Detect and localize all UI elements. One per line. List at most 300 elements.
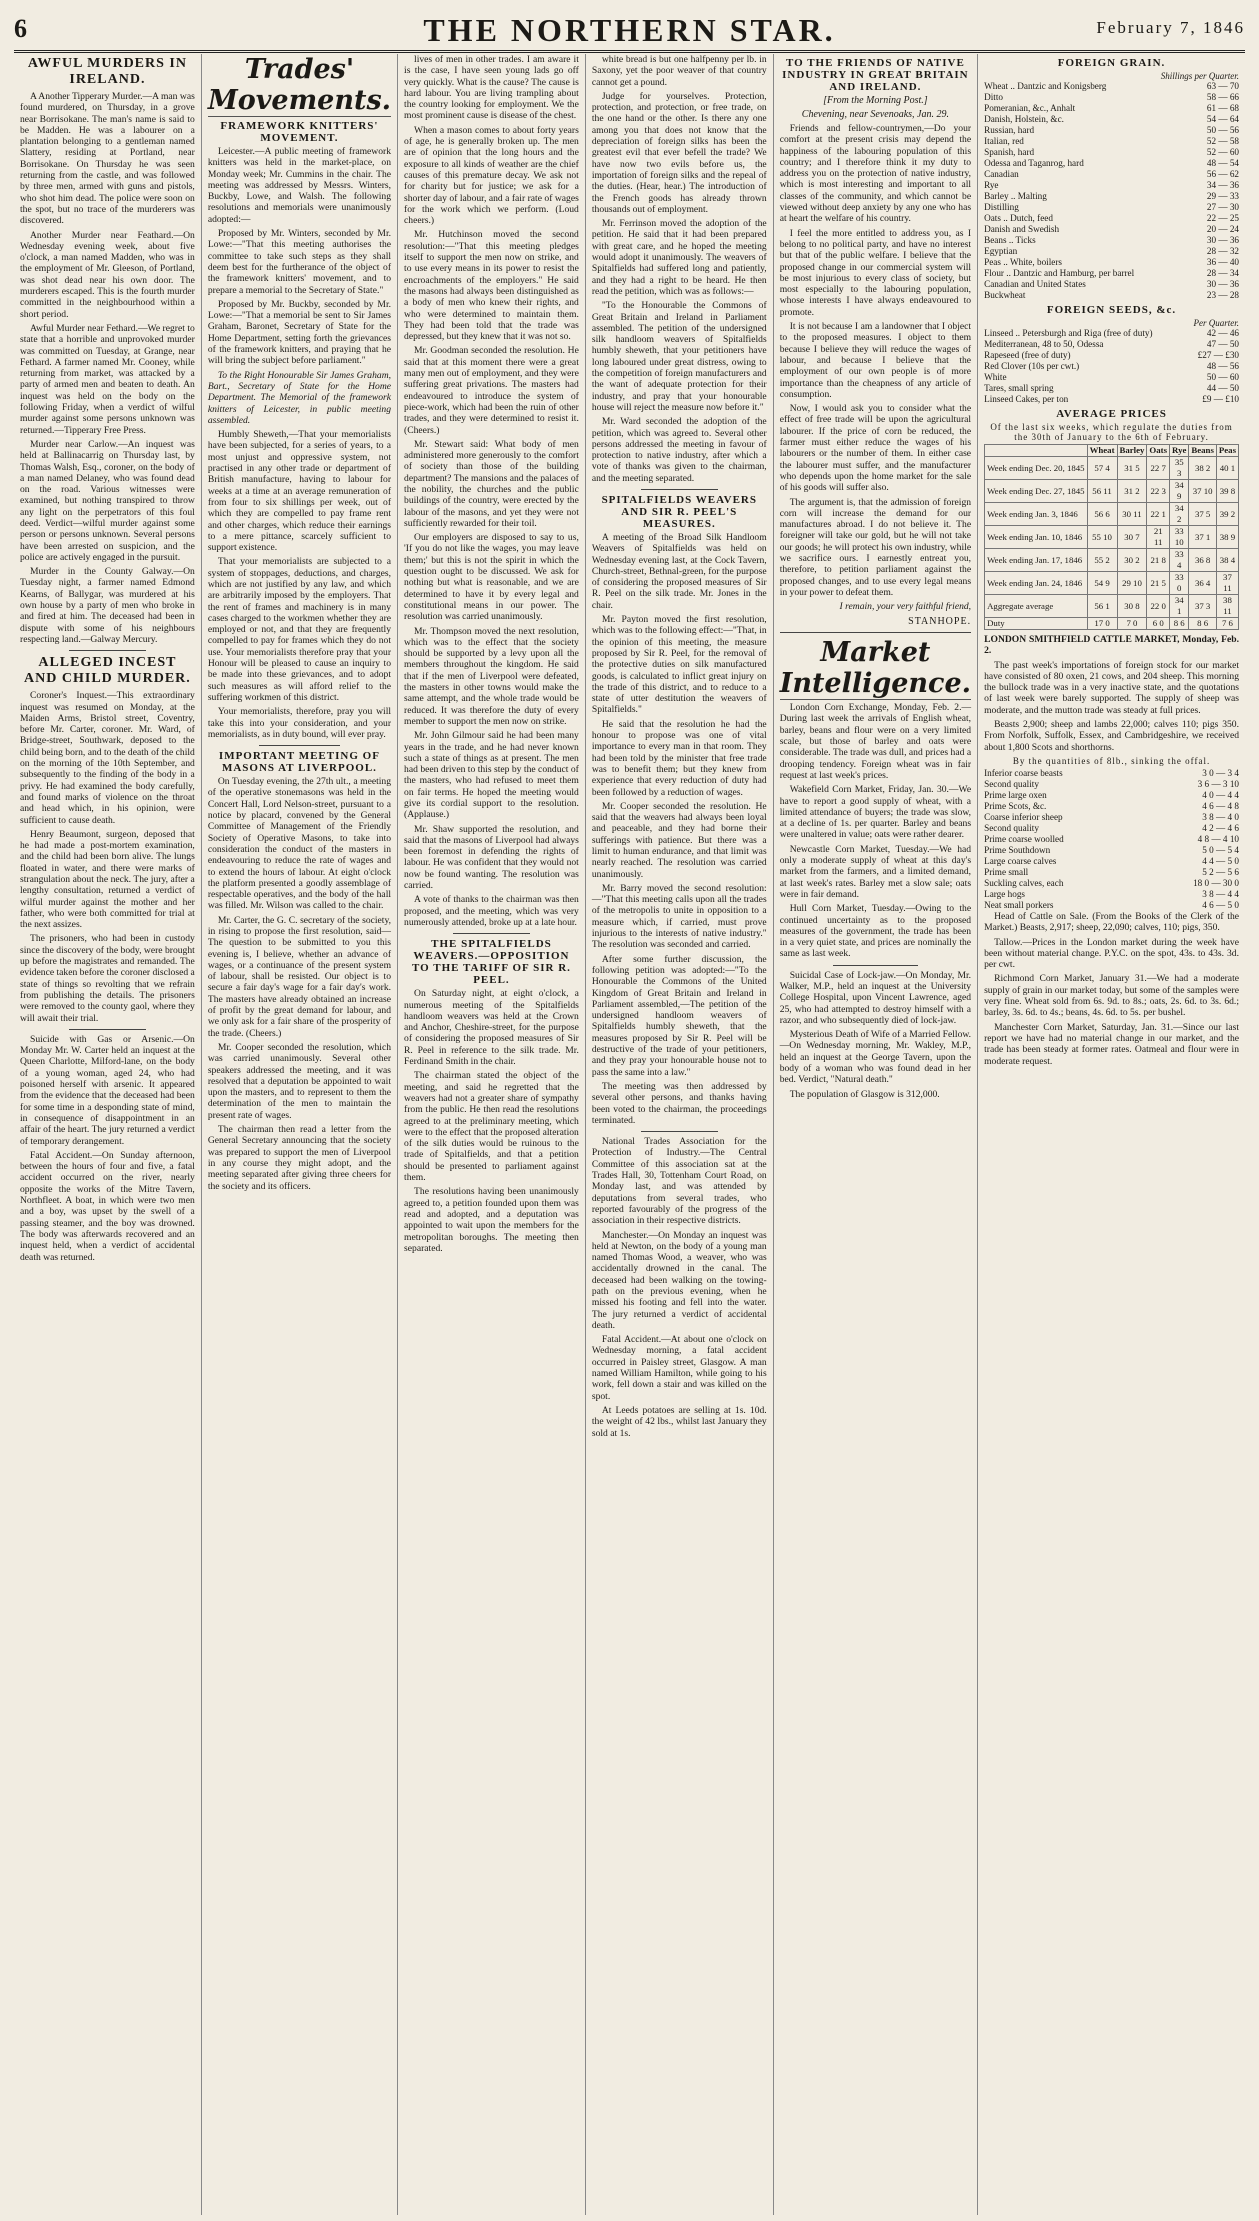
average-price-cell: 37 5 xyxy=(1189,503,1217,526)
average-price-cell: 30 2 xyxy=(1117,549,1147,572)
headline-average-prices: AVERAGE PRICES xyxy=(1056,408,1167,420)
average-price-cell: 21 11 xyxy=(1147,526,1170,549)
market-paragraph: Wakefield Corn Market, Friday, Jan. 30.—We have to report a good supply of wheat, with a limited attendance of buyers; the trade was slow, at a decline of 1s. per quarter. Barley and beans were unaltered in value; oats were rather dearer. xyxy=(779,784,972,841)
price-value: 5 2 — 5 6 xyxy=(1202,866,1239,877)
article-paragraph: A vote of thanks to the chairman was then proposed, and the meeting, which was very numerously attended, broke up at a late hour. xyxy=(404,894,579,928)
market-paragraph: London Corn Exchange, Monday, Feb. 2.—During last week the arrivals of English wheat, barley, beans and flour were on a very limited scale, but those of barley and oats were considerable. The trade was dull, and prices had a drooping tendency. Foreign wheat was in fair request at last week's prices. xyxy=(779,702,972,781)
divider xyxy=(641,1131,718,1132)
cattle-price-row xyxy=(984,801,1239,812)
price-value: 20 — 24 xyxy=(1206,224,1239,234)
article-paragraph: Mr. Cooper seconded the resolution. He said that the weavers had always been loyal and peaceable, and they had borne their sufferings with patience. But there was a limit to human endurance, and that limit was nearly reached. The resolution was carried unanimously. xyxy=(591,800,767,880)
average-price-cell: 21 8 xyxy=(1147,549,1170,572)
average-price-cell: 34 9 xyxy=(1170,480,1189,503)
divider xyxy=(780,632,971,633)
average-price-cell: 31 2 xyxy=(1117,480,1147,503)
average-price-cell: 38 11 xyxy=(1216,595,1238,618)
average-price-row xyxy=(985,526,1239,549)
price-item-label: Tares, small spring xyxy=(984,383,1054,393)
price-item-label: Suckling calves, each xyxy=(984,877,1064,888)
headline-foreign-grain: FOREIGN GRAIN. xyxy=(1057,57,1166,69)
price-item-label: Odessa and Taganrog, hard xyxy=(984,158,1084,168)
article-paragraph: Mr. John Gilmour said he had been many years in the trade, and he had never known such a state of things as at present. The men had been driven to this step by the conduct of the masters, who had refused to meet them on fair terms. He hoped the meeting would give its cordial support to the resolution. (Applause.) xyxy=(404,730,579,821)
article-paragraph: Mr. Payton moved the first resolution, which was to the following effect:—"That, in the opinion of this meeting, the measure proposed by Sir R. Peel, for the removal of the protective duties on silk manufactured goods, is calculated to inflict great injury on the trade of this district, and to reduce to a state of utter destitution the weavers of Spitalfields." xyxy=(591,614,767,716)
price-value: 50 — 56 xyxy=(1206,125,1239,135)
price-item-label: Rapeseed (free of duty) xyxy=(984,350,1071,360)
average-price-cell: 6 0 xyxy=(1147,618,1170,630)
price-value: 30 — 36 xyxy=(1206,235,1239,245)
week-label: Aggregate average xyxy=(985,595,1088,618)
page-number: 6 xyxy=(14,14,27,43)
grain-price-row xyxy=(984,202,1239,213)
article-paragraph: Murder near Carlow.—An inquest was held at Ballinacarrig on Thursday last, by Thomas Walsh, Esq., coroner, on the body of a man named Delaney, who was found dead on the road. Various witnesses were examined, but nothing transpired to throw any light on the perpetrators of this foul deed. Verdict—wilful murder against some person or persons unknown. Several persons have been arrested on suspicion, and the police are actively engaged in the pursuit. xyxy=(20,438,195,563)
price-item-label: Canadian xyxy=(984,169,1019,179)
seed-price-row xyxy=(984,383,1239,394)
article-paragraph: Awful Murder near Fethard.—We regret to state that a horrible and unprovoked murder was committed on Tuesday, at Grange, near Fethard. A farmer named Mr. Cooney, while returning from market, was attacked by a party of armed men and beaten to death. An inquest was held on the body on the following Friday, when a verdict of wilful murder against some persons unknown was returned.—Tipperary Free Press. xyxy=(20,322,195,436)
average-column-header: Barley xyxy=(1117,445,1147,457)
price-value: 42 — 46 xyxy=(1206,328,1239,338)
price-item-label: Barley .. Malting xyxy=(984,191,1047,201)
grain-price-row xyxy=(984,235,1239,246)
average-price-cell: 34 2 xyxy=(1170,503,1189,526)
grain-price-row xyxy=(984,114,1239,125)
letter-paragraph: It is not because I am a landowner that I object to the proposed measures. I object to them because I believe they will reduce the wages of labour, and because I believe that the employment of our own people is of more importance than the cheapness of any article of consumption. xyxy=(779,321,972,400)
price-item-label: Coarse inferior sheep xyxy=(984,811,1063,822)
cattle-price-row xyxy=(984,779,1239,790)
letter-signature: STANHOPE. xyxy=(908,616,972,628)
article-paragraph: "To the Honourable the Commons of Great Britain and Ireland in Parliament assembled. The petition of the undersigned silk handloom weavers of Spitalfields humbly sheweth, that your petitioners have long laboured under great distress, owing to the competition of foreign manufacturers and the want of adequate protection for their industry, and pray that your honourable house will reject the measure now before it." xyxy=(591,300,767,413)
price-value: 4 6 — 5 0 xyxy=(1202,899,1239,910)
average-price-cell: 55 2 xyxy=(1087,549,1117,572)
grain-price-row xyxy=(984,290,1239,301)
average-column-header: Oats xyxy=(1147,445,1170,457)
divider xyxy=(833,965,917,966)
section-title-trades-movements: Trades' Movements. xyxy=(207,54,392,116)
article-paragraph: The population of Glasgow is 312,000. xyxy=(789,1088,940,1100)
article-paragraph: Mr. Thompson moved the next resolution, which was to the effect that the society should be supported by a levy upon all the members throughout the kingdom. He said that if the men of Liverpool were defeated, the masters in other towns would make the same attempt, and the whole trade would be reduced. It was therefore the duty of every member to support the men now on strike. xyxy=(404,625,579,727)
letter-paragraph: Now, I would ask you to consider what the effect of free trade will be upon the agricultural labourer. If the price of corn be reduced, the farmer must either reduce the wages of his labourers or the number of them. In either case the labourer must suffer, and the manufacturer who depends upon the home market for the sale of his goods will suffer also. xyxy=(779,403,972,494)
seed-price-row xyxy=(984,328,1239,339)
week-label: Week ending Dec. 27, 1845 xyxy=(985,480,1088,503)
average-price-row xyxy=(985,595,1239,618)
average-price-cell: 37 10 xyxy=(1189,480,1217,503)
price-value: 4 6 — 4 8 xyxy=(1202,800,1239,811)
article-paragraph: A meeting of the Broad Silk Handloom Weavers of Spitalfields was held on Wednesday evening last, at the Cock Tavern, Church-street, Bethnal-green, for the purpose of considering the proposed measures of Sir R. Peel on the silk trade. Mr. Jones in the chair. xyxy=(591,531,767,611)
average-price-cell: 34 1 xyxy=(1170,595,1189,618)
price-item-label: Prime large oxen xyxy=(984,789,1047,800)
price-value: £27 — £30 xyxy=(1197,350,1239,360)
price-value: 22 — 25 xyxy=(1206,213,1239,223)
cattle-price-row xyxy=(984,845,1239,856)
price-value: 63 — 70 xyxy=(1206,81,1239,91)
average-price-cell: 54 9 xyxy=(1087,572,1117,595)
cattle-price-row xyxy=(984,834,1239,845)
article-paragraph: On Saturday night, at eight o'clock, a numerous meeting of the Spitalfields handloom weavers was held at the Crown and Anchor, Cheshire-street, for the purpose of considering the proposed measures of Sir R. Peel in reference to the silk trade. Mr. Ferdinand Smith in the chair. xyxy=(404,988,579,1068)
price-value: 54 — 64 xyxy=(1206,114,1239,124)
grain-price-row xyxy=(984,246,1239,257)
price-item-label: Buckwheat xyxy=(984,290,1026,300)
grain-price-row xyxy=(984,103,1239,114)
article-paragraph: Coroner's Inquest.—This extraordinary inquest was resumed on Monday, at the Maiden Arms, Bristol street, Coventry, before Mr. Carter, coroner. Mr. Ward, of Bridge-street, Southwark, deposed to the child being born, and to the death of the child on the morning of the 10th September, and subsequently to the finding of the body in a privy. He had examined the body carefully, and found marks of violence on the throat and head which, in his opinion, were sufficient to cause death. xyxy=(20,690,195,826)
letter-paragraph: I feel the more entitled to address you, as I belong to no political party, and have no interest but that of the public welfare. I believe that the proposed change in our commercial system will be most injurious to every class of society, but most especially to the labouring population, whose interests I have always endeavoured to promote. xyxy=(779,227,972,318)
price-value: 27 — 30 xyxy=(1206,202,1239,212)
average-prices-note: Of the last six weeks, which regulate the duties from the 30th of January to the 6th of February. xyxy=(990,422,1233,442)
week-label: Week ending Jan. 3, 1846 xyxy=(985,503,1088,526)
average-column-header: Wheat xyxy=(1087,445,1117,457)
average-price-cell: 17 0 xyxy=(1087,618,1117,630)
price-value: 4 8 — 4 10 xyxy=(1197,833,1239,844)
price-item-label: Red Clover (10s per cwt.) xyxy=(984,361,1080,371)
foreign-grain-table xyxy=(984,81,1239,301)
average-price-cell: 22 1 xyxy=(1147,503,1170,526)
article-paragraph: Manchester.—On Monday an inquest was held at Newton, on the body of a young man named Thomas Wood, a weaver, who was accidentally drowned in the canal. The deceased had been walking on the towing-path on the previous evening, when he missed his footing and fell into the water. The jury returned a verdict of accidental death. xyxy=(591,1229,767,1331)
price-item-label: Canadian and United States xyxy=(984,279,1086,289)
price-item-label: Neat small porkers xyxy=(984,899,1054,910)
article-paragraph: Proposed by Mr. Winters, seconded by Mr. Lowe:—"That this meeting authorises the committee to take such steps as they shall deem best for the furtherance of the object of the framework knitters' movement, and to prepare a memorial to the Secretary of State." xyxy=(207,228,392,296)
average-column-header xyxy=(985,445,1088,457)
article-paragraph: Mysterious Death of Wife of a Married Fellow.—On Wednesday morning, Mr. Wakley, M.P., held an inquest at the George Tavern, upon the body of a woman who was found dead in her bed. Verdict, "Natural death." xyxy=(779,1029,972,1086)
column-6 xyxy=(978,54,1245,2215)
price-value: 23 — 28 xyxy=(1206,290,1239,300)
average-price-cell: 35 3 xyxy=(1170,457,1189,480)
column-4 xyxy=(586,54,774,2215)
article-paragraph: Mr. Barry moved the second resolution:—"That this meeting calls upon all the trades of the metropolis to unite in opposition to a measure which, if carried, must prove injurious to the interests of native industry." The resolution was seconded and carried. xyxy=(591,882,767,951)
cattle-price-table xyxy=(984,768,1239,911)
article-paragraph: Proposed by Mr. Buckby, seconded by Mr. Lowe:—"That a memorial be sent to Sir James Graham, Baronet, Secretary of State for the Home Department, setting forth the grievances of the framework knitters, and praying that he will bring the subject before parliament." xyxy=(207,298,392,367)
price-value: 29 — 33 xyxy=(1206,191,1239,201)
price-item-label: Italian, red xyxy=(984,136,1024,146)
grain-price-row xyxy=(984,213,1239,224)
price-value: 34 — 36 xyxy=(1206,180,1239,190)
average-price-cell: 33 4 xyxy=(1170,549,1189,572)
price-item-label: Large coarse calves xyxy=(984,855,1057,866)
price-value: 3 8 — 4 4 xyxy=(1202,888,1239,899)
average-price-cell: 56 6 xyxy=(1087,503,1117,526)
seed-price-row xyxy=(984,372,1239,383)
price-item-label: Prime coarse woolled xyxy=(984,833,1064,844)
cattle-price-row xyxy=(984,823,1239,834)
headline-masons-liverpool: IMPORTANT MEETING OF MASONS AT LIVERPOOL. xyxy=(218,750,380,775)
article-paragraph: Mr. Stewart said: What body of men administered more generously to the comfort of society than those of the building department? The mansions and the palaces of the nobility, the churches and the public buildings of the country, were erected by the labour of the masons, and yet they were not sufficiently rewarded for their toil. xyxy=(404,438,579,529)
price-value: 48 — 54 xyxy=(1206,158,1239,168)
price-value: 58 — 66 xyxy=(1206,92,1239,102)
issue-date: February 7, 1846 xyxy=(1096,18,1245,37)
article-paragraph: Another Murder near Feathard.—On Wednesday evening week, about five o'clock, a man named Madden, who was in the employment of Mr. Gleeson, of Portland, was shot dead near his own door. The murderers escaped. This is the fourth murder committed in the neighbourhood within a short period. xyxy=(20,229,195,320)
divider xyxy=(69,1029,146,1030)
market-paragraph: Head of Cattle on Sale. (From the Books of the Clerk of the Market.) Beasts, 2,917; sheep, 22,090; calves, 110; pigs, 350. xyxy=(984,910,1239,934)
price-value: 4 4 — 5 0 xyxy=(1202,855,1239,866)
market-paragraph: The past week's importations of foreign stock for our market have consisted of 80 oxen, 21 cows, and 204 sheep. This morning the bullock trade was in a very inactive state, and the quotations of last week were barely supported. The supply of sheep was moderate, and the mutton trade was steady at full prices. xyxy=(984,659,1239,716)
foreign-seeds-table xyxy=(984,328,1239,405)
cattle-price-note: By the quantities of 8lb., sinking the offal. xyxy=(1012,755,1211,766)
cattle-price-row xyxy=(984,812,1239,823)
average-column-header: Beans xyxy=(1189,445,1217,457)
grain-price-row xyxy=(984,279,1239,290)
cattle-price-row xyxy=(984,790,1239,801)
seed-price-row xyxy=(984,350,1239,361)
price-item-label: Large hogs xyxy=(984,888,1025,899)
headline-foreign-seeds: FOREIGN SEEDS, &c. xyxy=(1046,304,1177,316)
price-item-label: Ditto xyxy=(984,92,1003,102)
column-2 xyxy=(202,54,398,2215)
source-note: [From the Morning Post.] xyxy=(823,95,928,106)
price-value: 56 — 62 xyxy=(1206,169,1239,179)
article-paragraph: The prisoners, who had been in custody since the discovery of the body, were brought up before the magistrates and remanded. The evidence taken before the coroner disclosed a state of things so revolting that we refrain from publishing the details. The prisoners were removed to the county gaol, where they will await their trial. xyxy=(20,933,195,1024)
price-item-label: Linseed Cakes, per ton xyxy=(984,394,1069,404)
article-paragraph: Humbly Sheweth,—That your memorialists have been subjected, for a series of years, to a most unjust and oppressive system, not practised in any other trade or department of British manufacture, having to labour for weeks at a time at an average remuneration of from four to six shillings per week, out of which they are compelled to pay frame rent and other charges, which reduce their earnings to a mere pittance, scarcely sufficient to support existence. xyxy=(207,429,392,554)
price-item-label: Russian, hard xyxy=(984,125,1035,135)
article-paragraph: Suicide with Gas or Arsenic.—On Monday Mr. W. Carter held an inquest at the Queen Charlotte, Milford-lane, on the body of a young woman, aged 24, who had poisoned herself with arsenic. It appeared from the evidence that the deceased had been for some time in a desponding state of mind, in consequence of disappointment in an affair of the heart. The jury returned a verdict of temporary derangement. xyxy=(20,1033,195,1147)
article-paragraph: To the Right Honourable Sir James Graham, Bart., Secretary of State for the Home Department. The Memorial of the framework knitters of Leicester, in public meeting assembled. xyxy=(207,369,392,426)
average-price-cell: 57 4 xyxy=(1087,457,1117,480)
average-price-row xyxy=(985,618,1239,630)
article-paragraph: Fatal Accident.—On Sunday afternoon, between the hours of four and five, a fatal accident occurred on the river, nearly opposite the works of the Mitre Tavern, Northfleet. A boat, in which were two men and a boy, was upset by the swell of a passing steamer, and the boy was drowned. The body was afterwards recovered and an inquest held, when a verdict of accidental death was returned. xyxy=(20,1149,195,1263)
article-paragraph: National Trades Association for the Protection of Industry.—The Central Committee of this association sat at the Trades Hall, 30, Tottenham Court Road, on Monday last, and was attended by deputations from several trades, who reported favourably of the progress of the association in their respective districts. xyxy=(591,1136,767,1227)
average-price-cell: 30 8 xyxy=(1117,595,1147,618)
divider xyxy=(69,650,146,651)
market-paragraph: Richmond Corn Market, January 31.—We had a moderate supply of grain in our market today, but some of the samples were very fine. Wheat sold from 6s. 9d. to 8s.; oats, 2s. 6d. to 3s. 6d.; barley, 3s. 6d. to 4s.; beans, 4s. 6d. to 5s. per bushel. xyxy=(984,973,1239,1019)
price-value: 18 0 — 30 0 xyxy=(1193,877,1239,888)
grain-price-row xyxy=(984,158,1239,169)
section-title-market-intelligence: Market Intelligence. xyxy=(779,637,972,700)
headline-friends-native-industry: TO THE FRIENDS OF NATIVE INDUSTRY IN GREAT BRITAIN AND IRELAND. xyxy=(782,57,969,93)
headline-incest-child-murder: ALLEGED INCEST AND CHILD MURDER. xyxy=(24,655,191,687)
week-label: Week ending Jan. 10, 1846 xyxy=(985,526,1088,549)
market-paragraph: Hull Corn Market, Tuesday.—Owing to the continued uncertainty as to the proposed measures of the government, the trade has been in a very quiet state, and prices are nominally the same as last week. xyxy=(779,903,972,960)
average-price-cell: 55 10 xyxy=(1087,526,1117,549)
seeds-unit-heading: Per Quarter. xyxy=(1193,318,1239,328)
price-item-label: Linseed .. Petersburgh and Riga (free of duty) xyxy=(984,328,1153,338)
price-item-label: Second quality xyxy=(984,822,1039,833)
article-paragraph: The resolutions having been unanimously agreed to, a petition founded upon them was read and adopted, and a deputation was appointed to wait upon the members for the metropolitan boroughs. The meeting then separated. xyxy=(404,1186,579,1254)
price-value: 28 — 32 xyxy=(1206,246,1239,256)
average-price-cell: 7 6 xyxy=(1216,618,1238,630)
average-price-cell: 36 8 xyxy=(1189,549,1217,572)
price-item-label: Prime Southdown xyxy=(984,844,1051,855)
price-item-label: Spanish, hard xyxy=(984,147,1035,157)
price-item-label: White xyxy=(984,372,1007,382)
average-price-cell: 39 2 xyxy=(1216,503,1238,526)
seed-price-row xyxy=(984,339,1239,350)
average-price-cell: 31 5 xyxy=(1117,457,1147,480)
average-price-cell: 56 11 xyxy=(1087,480,1117,503)
grain-price-row xyxy=(984,224,1239,235)
price-value: 36 — 40 xyxy=(1206,257,1239,267)
price-value: 5 0 — 5 4 xyxy=(1202,844,1239,855)
column-3 xyxy=(398,54,586,2215)
price-item-label: Prime small xyxy=(984,866,1029,877)
article-paragraph: Fatal Accident.—At about one o'clock on Wednesday morning, a fatal accident occurred in Paisley street, Glasgow. A man named William Hamilton, while going to his work, fell down a stair and was killed on the spot. xyxy=(591,1334,767,1402)
average-price-cell: 8 6 xyxy=(1189,618,1217,630)
cattle-price-row xyxy=(984,768,1239,779)
article-paragraph: white bread is but one halfpenny per lb. in Saxony, yet the poor weaver of that country cannot get a pound. xyxy=(591,54,767,88)
column-1 xyxy=(14,54,202,2215)
grain-price-row xyxy=(984,125,1239,136)
newspaper-title: THE NORTHERN STAR. xyxy=(423,12,836,48)
average-price-cell: 38 2 xyxy=(1189,457,1217,480)
average-price-cell: 36 4 xyxy=(1189,572,1217,595)
seed-price-row xyxy=(984,361,1239,372)
average-price-cell: 56 1 xyxy=(1087,595,1117,618)
grain-price-row xyxy=(984,147,1239,158)
price-item-label: Distilling xyxy=(984,202,1019,212)
article-paragraph: Mr. Ward seconded the adoption of the petition, which was agreed to. Several other persons addressed the meeting in favour of protection to native industry, after which a vote of thanks was given to the chairman, and the meeting separated. xyxy=(591,416,767,484)
cattle-market-heading: LONDON SMITHFIELD CATTLE MARKET, Monday, Feb. 2. xyxy=(984,634,1239,657)
price-item-label: Beans .. Ticks xyxy=(984,235,1036,245)
seed-price-row xyxy=(984,394,1239,405)
headline-framework-knitters: FRAMEWORK KNITTERS' MOVEMENT. xyxy=(220,120,379,144)
divider xyxy=(259,745,340,746)
article-paragraph: Mr. Hutchinson moved the second resolution:—"That this meeting pledges itself to support the men now on strike, and to use every means in its power to resist the encroachments of the employers." He said the masons had always been distinguished as a body of men who knew their rights, and who were determined to maintain them. They had been told that the trade was depressed, but they knew that it was not so. xyxy=(404,229,579,343)
letter-paragraph: The argument is, that the admission of foreign corn will increase the demand for our manufactures abroad. I do not believe it. The foreigner will take our gold, but he will not take our goods; he will protect his own industry, while we sacrifice ours. I earnestly entreat you, therefore, to petition parliament against the proposed changes, and to use every legal means in your power to defeat them. xyxy=(779,496,972,598)
divider xyxy=(453,933,530,934)
price-value: 52 — 58 xyxy=(1206,136,1239,146)
market-paragraph: Beasts 2,900; sheep and lambs 22,000; calves 110; pigs 350. From Norfolk, Suffolk, Essex, and Cambridgeshire, we received about 1,800 Scots and shorthorns. xyxy=(984,719,1239,753)
cattle-price-row xyxy=(984,867,1239,878)
price-item-label: Rye xyxy=(984,180,999,190)
price-value: 4 2 — 4 6 xyxy=(1202,822,1239,833)
masthead xyxy=(14,6,1245,53)
article-paragraph: Leicester.—A public meeting of framework knitters was held in the market-place, on Monday week; Mr. Cummins in the chair. The meeting was addressed by Messrs. Winters, Buckby, Lowe, and Walsh. The following resolutions and memorials were unanimously adopted:— xyxy=(207,146,392,225)
average-price-cell: 22 7 xyxy=(1147,457,1170,480)
price-value: 4 0 — 4 4 xyxy=(1202,789,1239,800)
week-label: Duty xyxy=(985,618,1088,630)
article-paragraph: The chairman then read a letter from the General Secretary announcing that the society was prepared to support the men of Liverpool in any course they might adopt, and the meeting separated after giving three cheers for the society and its officers. xyxy=(207,1124,392,1192)
average-price-cell: 38 9 xyxy=(1216,526,1238,549)
cattle-price-row xyxy=(984,889,1239,900)
average-price-cell: 33 0 xyxy=(1170,572,1189,595)
average-price-cell: 8 6 xyxy=(1170,618,1189,630)
market-paragraph: Newcastle Corn Market, Tuesday.—We had only a moderate supply of wheat at this day's market from the farmers, and a limited demand, at last week's rates. Barley met a slow sale; oats were in fair demand. xyxy=(779,843,972,900)
grain-price-row xyxy=(984,268,1239,279)
price-value: 28 — 34 xyxy=(1206,268,1239,278)
average-price-cell: 21 5 xyxy=(1147,572,1170,595)
price-item-label: Wheat .. Dantzic and Konigsberg xyxy=(984,81,1107,91)
average-price-row xyxy=(985,572,1239,595)
price-item-label: Oats .. Dutch, feed xyxy=(984,213,1053,223)
market-paragraph: Manchester Corn Market, Saturday, Jan. 31.—Since our last report we have had no material change in our market, and the trade has been steady at former rates. Oatmeal and flour were in moderate request. xyxy=(984,1021,1239,1067)
article-paragraph: lives of men in other trades. I am aware it is the case, I have seen young lads go off very quickly. What is the cause? The cause is hard labour. You are living trampling about the country looking for employment. We the most prominent cause is disease of the chest. xyxy=(404,54,579,122)
article-paragraph: The meeting was then addressed by several other persons, and thanks having been voted to the chairman, the proceedings terminated. xyxy=(591,1080,767,1126)
average-price-cell: 37 11 xyxy=(1216,572,1238,595)
grain-price-row xyxy=(984,191,1239,202)
average-price-cell: 22 0 xyxy=(1147,595,1170,618)
price-value: 47 — 50 xyxy=(1206,339,1239,349)
price-item-label: Danish and Swedish xyxy=(984,224,1060,234)
average-price-row xyxy=(985,549,1239,572)
column-5 xyxy=(774,54,978,2215)
average-price-row xyxy=(985,457,1239,480)
average-price-cell: 29 10 xyxy=(1117,572,1147,595)
cattle-price-row xyxy=(984,878,1239,889)
article-paragraph: Murder in the County Galway.—On Tuesday night, a farmer named Edmond Kearns, of Ballygar, was murdered at his own house by a party of men who broke in and fired at him. The deceased had been in dispute with some of his neighbours respecting land.—Galway Mercury. xyxy=(20,566,195,645)
average-price-row xyxy=(985,480,1239,503)
article-paragraph: When a mason comes to about forty years of age, he is generally broken up. The men are of opinion that the long hours and the exposure to all kinds of weather are the chief causes of this premature decay. We ask not for charity but for justice; we ask for a shorter day of labour, and a fair rate of wages for the work which we perform. (Loud cheers.) xyxy=(404,124,579,227)
article-paragraph: Mr. Shaw supported the resolution, and said that the masons of Liverpool had always been foremost in defending the rights of labour. He was confident that they would not now be found wanting. The resolution was carried. xyxy=(404,823,579,892)
article-paragraph: Mr. Cooper seconded the resolution, which was carried unanimously. Several other speakers addressed the meeting, and it was resolved that a deputation be appointed to wait upon the masters, and to represent to them the determination of the men to maintain the present rate of wages. xyxy=(207,1041,392,1121)
article-paragraph: The chairman stated the object of the meeting, and said he regretted that the weavers had not a greater share of sympathy from the public. He then read the resolutions agreed to at the preliminary meeting, which were to the effect that the proposed alteration of the silk duties would be ruinous to the trade of Spitalfields, and that a petition should be presented to parliament against them. xyxy=(404,1070,579,1184)
average-price-cell: 37 1 xyxy=(1189,526,1217,549)
article-paragraph: A Another Tipperary Murder.—A man was found murdered, on Thursday, in a grove near Borrisokane. The man's name is said to be Madden. He was a labourer on a plantation belonging to a gentleman named Slattery, residing at Portland, near Borrisokane. On Thursday he was seen returning from the castle, and was followed by three men, armed with guns and pistols, who shot him dead. The police were soon on the spot, but no trace of the murderers was discovered. xyxy=(20,91,195,227)
article-paragraph: He said that the resolution he had the honour to propose was one of vital importance to every man in that room. They had been told by the minister that free trade was to benefit them; but they knew from experience that every reduction of duty had been followed by a reduction of wages. xyxy=(591,718,767,798)
price-item-label: Danish, Holstein, &c. xyxy=(984,114,1064,124)
grain-price-row xyxy=(984,92,1239,103)
average-price-cell: 39 8 xyxy=(1216,480,1238,503)
price-item-label: Peas .. White, boilers xyxy=(984,257,1062,267)
average-price-cell: 22 3 xyxy=(1147,480,1170,503)
price-item-label: Inferior coarse beasts xyxy=(984,767,1063,778)
week-label: Week ending Jan. 17, 1846 xyxy=(985,549,1088,572)
letter-closing: I remain, your very faithful friend, xyxy=(839,601,972,613)
price-item-label: Prime Scots, &c. xyxy=(984,800,1047,811)
article-paragraph: On Tuesday evening, the 27th ult., a meeting of the operative stonemasons was held in the Concert Hall, Lord Nelson-street, pursuant to a notice by placard, convened by the General Committee of Management of the Friendly Society of Operative Masons, to take into consideration the conduct of the masters in endeavouring to reduce the rate of wages and to extend the hours of labour. At eight o'clock the platform presented a goodly assemblage of respectable operatives, and the body of the hall was filled. Mr. Wilson was called to the chair. xyxy=(207,776,392,912)
cattle-price-row xyxy=(984,900,1239,911)
dateline: Chevening, near Sevenoaks, Jan. 29. xyxy=(801,109,949,120)
article-paragraph: Our employers are disposed to say to us, 'If you do not like the wages, you may leave them;' but this is not the spirit in which the question ought to be discussed. We ask for nothing but what is reasonable, and we are determined to have it by every legal and constitutional means in our power. The resolution was carried unanimously. xyxy=(404,532,579,623)
price-value: 3 8 — 4 0 xyxy=(1202,811,1239,822)
grain-price-row xyxy=(984,169,1239,180)
headline-weavers-peel-measures: SPITALFIELDS WEAVERS AND SIR R. PEEL'S MEASURES. xyxy=(601,493,757,530)
grain-price-row xyxy=(984,180,1239,191)
price-item-label: Second quality xyxy=(984,778,1039,789)
price-value: 3 0 — 3 4 xyxy=(1202,767,1239,778)
price-value: 52 — 60 xyxy=(1206,147,1239,157)
average-price-cell: 33 10 xyxy=(1170,526,1189,549)
headline-spitalfields-weavers: THE SPITALFIELDS WEAVERS.—OPPOSITION TO THE TARIFF OF SIR R. PEEL. xyxy=(411,938,571,987)
average-price-cell: 38 4 xyxy=(1216,549,1238,572)
article-paragraph: Mr. Carter, the G. C. secretary of the society, in rising to propose the first resolution, said—The question to be submitted to you this evening is, I believe, whether an advance of wages, or a continuance of the present system of labour, shall be resisted. Our object is to secure a fair day's wage for a fair day's work. The masters have already obtained an increase of profit by the great demand for labour, and we only ask for a fair share of the prosperity of the trade. (Cheers.) xyxy=(207,914,392,1039)
article-paragraph: Henry Beaumont, surgeon, deposed that he had made a post-mortem examination, and the child had been born alive. The lungs floated in water, and there were marks of strangulation about the neck. The jury, after a lengthy consultation, returned a verdict of wilful murder against the mother and her father, who were both committed for trial at the next assizes. xyxy=(20,828,195,931)
grain-price-row xyxy=(984,136,1239,147)
divider xyxy=(641,489,718,490)
price-value: 48 — 56 xyxy=(1206,361,1239,371)
cattle-price-row xyxy=(984,856,1239,867)
market-paragraph: Tallow.—Prices in the London market during the week have been without material change. P.Y.C. on the spot, 43s. to 43s. 3d. per cwt. xyxy=(984,936,1239,971)
average-price-cell: 7 0 xyxy=(1117,618,1147,630)
price-item-label: Mediterranean, 48 to 50, Odessa xyxy=(984,339,1104,349)
article-paragraph: Suicidal Case of Lock-jaw.—On Monday, Mr. Walker, M.P., held an inquest at the University College Hospital, upon Vincent Lawrence, aged 25, who had attempted to destroy himself with a razor, and who subsequently died of lock-jaw. xyxy=(779,969,972,1026)
article-paragraph: After some further discussion, the following petition was adopted:—"To the Honourable the Commons of the United Kingdom of Great Britain and Ireland in Parliament assembled,—The petition of the undersigned handloom weavers of Spitalfields humbly sheweth, that the measures proposed by Sir R. Peel will be destructive of the trade of your petitioners, and they pray your honourable house not to pass the same into a law." xyxy=(591,953,767,1078)
week-label: Week ending Dec. 20, 1845 xyxy=(985,457,1088,480)
headline-irish-murders: AWFUL MURDERS IN IRELAND. xyxy=(27,56,187,87)
price-item-label: Egyptian xyxy=(984,246,1018,256)
price-unit-heading: Shillings per Quarter. xyxy=(1160,71,1239,81)
price-value: 44 — 50 xyxy=(1206,383,1239,393)
average-price-row xyxy=(985,503,1239,526)
price-value: 50 — 60 xyxy=(1206,372,1239,382)
week-label: Week ending Jan. 24, 1846 xyxy=(985,572,1088,595)
average-price-cell: 30 11 xyxy=(1117,503,1147,526)
average-column-header: Peas xyxy=(1216,445,1238,457)
article-paragraph: Your memorialists, therefore, pray you will take this into your consideration, and your memorialists, as in duty bound, will ever pray. xyxy=(207,706,392,740)
price-value: 30 — 36 xyxy=(1206,279,1239,289)
average-price-cell: 40 1 xyxy=(1216,457,1238,480)
article-paragraph: At Leeds potatoes are selling at 1s. 10d. the weight of 42 lbs., whilst last January they sold at 1s. xyxy=(591,1404,767,1439)
price-value: 3 6 — 3 10 xyxy=(1197,778,1239,789)
average-column-header: Rye xyxy=(1170,445,1189,457)
grain-price-row xyxy=(984,81,1239,92)
price-value: £9 — £10 xyxy=(1202,394,1239,404)
average-price-cell: 37 3 xyxy=(1189,595,1217,618)
article-paragraph: Mr. Ferrinson moved the adoption of the petition. He said that it had been prepared with great care, and he hoped the meeting would adopt it unanimously. The weavers of Spitalfields had suffered long and patiently, and they had a right to be heard. He then read the petition, which was as follows:— xyxy=(591,218,767,297)
average-price-cell: 30 7 xyxy=(1117,526,1147,549)
columns xyxy=(14,54,1245,2215)
price-item-label: Flour .. Dantzic and Hamburg, per barrel xyxy=(984,268,1135,278)
article-paragraph: Mr. Goodman seconded the resolution. He said that at this moment there were a great many men out of employment, and they were suffering great privations. The masters had endeavoured to introduce the system of piece-work, which had been the ruin of other trades, and they were determined to resist it. (Cheers.) xyxy=(404,345,579,436)
grain-price-row xyxy=(984,257,1239,268)
letter-paragraph: Friends and fellow-countrymen,—Do your comfort at the present crisis may depend the happiness of the labouring population of this country; and I therefore think it my duty to address you on the protection of native industry, which is most interesting and important to all classes of the community, and which cannot be viewed without deep anxiety by any one who has at heart the welfare of his country. xyxy=(779,123,972,225)
price-value: 61 — 68 xyxy=(1206,103,1239,113)
article-paragraph: Judge for yourselves. Protection, protection, and protection, or free trade, on the one hand or the other. Is there any one among you that does not know that the depreciation of foreign silks has been the greatest evil that ever befell the trade? We have now two evils before us, the importation of foreign silks and the repeal of the duties. (Hear, hear.) The introduction of the French goods has already thrown thousands out of employment. xyxy=(591,90,767,215)
